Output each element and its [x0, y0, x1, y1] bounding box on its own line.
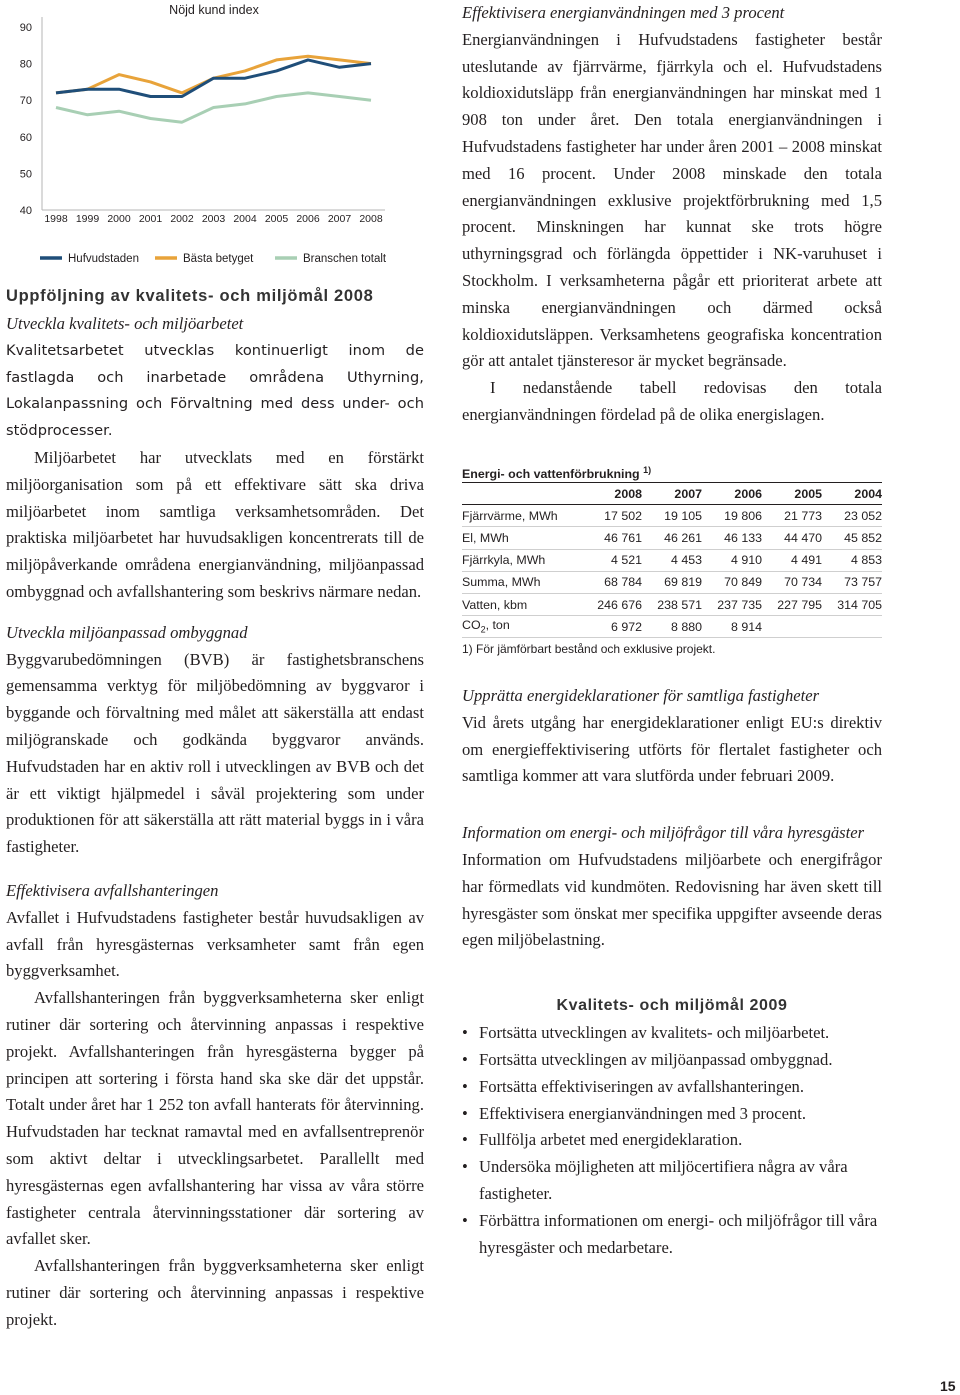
goal-text: Fortsätta utvecklingen av kvalitets- och miljöarbetet. — [479, 1023, 830, 1043]
bullet-mark: • — [462, 1157, 468, 1177]
spacer — [6, 861, 424, 878]
table — [462, 483, 882, 638]
goal-text: Fortsätta utvecklingen av miljöanpassad ombyggnad. — [479, 1049, 833, 1069]
goal-list-item — [462, 1154, 882, 1208]
paragraph-information: Information om Hufvudstadens miljöarbete och energifrågor har förmedlats vid kundmöten. Redovisning har även skett till hyresgäster som önskat mer specifika uppgifter avseende deras egen miljöbelastning. — [462, 849, 882, 950]
table-row-co2 — [462, 616, 882, 638]
table-cell: 4 491 — [762, 549, 822, 571]
subheading-avfall: Effektivisera avfallshanteringen — [6, 880, 219, 900]
paragraph-energideklarationer: Vid årets utgång har energideklarationer enligt EU:s direktiv om energieffektivisering utförts för flertalet fastigheter och samtliga kommer att vara slutförda under februari 2009. — [462, 712, 882, 786]
series-line-branschen-totalt — [56, 93, 371, 122]
table-cell: 8 914 — [702, 616, 762, 638]
table-row-label: Summa, MWh — [462, 571, 582, 593]
table-cell: 23 052 — [822, 505, 882, 527]
table-header-cell: 2004 — [822, 483, 882, 505]
subheading-kvalitet-miljo: Utveckla kvalitets- och miljöarbetet — [6, 314, 244, 333]
goal-text: Undersöka möjligheten att miljöcertifiera några av våra fastigheter. — [479, 1157, 848, 1203]
x-axis — [42, 210, 385, 225]
y-tick-label: 90 — [19, 22, 32, 34]
table-cell: 4 521 — [582, 549, 642, 571]
table-cell: 46 761 — [582, 527, 642, 549]
table-row-label: El, MWh — [462, 527, 582, 549]
x-tick-label: 2002 — [170, 213, 194, 225]
goals-2009-list — [462, 1020, 882, 1261]
left-column — [6, 284, 424, 1333]
table-row — [462, 505, 882, 527]
table-cell — [762, 616, 822, 638]
goal-list-item — [462, 1127, 882, 1154]
chart-title: Nöjd kund index — [169, 3, 259, 17]
paragraph-energianvandningen: Energianvändningen i Hufvudstadens fastigheter består uteslutande av fjärrvärme, fjärrkyla och el. Hufvudstadens koldioxidutsläpp från energianvändningen har minskat med 1 908 ton under året. Den totala energianvändningen i Hufvudstadens fastigheter har under åren 2001 – 2008 minskat med 16 procent. Under 2008 minskade den totala energianvändningen exklusive projektförbrukning med 1,5 procent. Minskningen har kunnat ske trots högre uthyrningsgrad och förlängda öppettider i NK-varuhuset i Stockholm. I verksamheterna pågår ett prioriterat arbete att minska energianvändningen och därmed också koldioxidutsläppen. Verksamhetens geografiska koncentration gör att antalet tjänsteresor är mycket begränsade. — [462, 29, 882, 371]
co2-unit: , ton — [485, 618, 510, 633]
table-cell: 8 880 — [642, 616, 702, 638]
table-title-text: Energi- och vattenförbrukning — [462, 467, 640, 482]
y-tick-label: 60 — [19, 131, 32, 144]
table-row — [462, 593, 882, 615]
table-cell: 314 705 — [822, 593, 882, 615]
heading-mal-2009: Kvalitets- och miljömål 2009 — [556, 997, 788, 1015]
table-cell: 238 571 — [642, 593, 702, 615]
paragraph-avfallshantering-2: Avfallshanteringen från byggverksamheterna sker enligt rutiner där sortering och återvinning anpassas i respektive projekt. — [6, 1256, 424, 1329]
bullet-mark: • — [462, 1210, 468, 1230]
goal-text: Förbättra informationen om energi- och miljöfrågor till våra hyresgäster och medarbetare. — [479, 1210, 878, 1257]
table-row — [462, 527, 882, 549]
legend-label: Bästa betyget — [183, 253, 254, 265]
chart-series — [56, 56, 371, 122]
chart-legend — [40, 253, 387, 265]
subheading-information: Information om energi- och miljöfrågor till våra hyresgäster — [462, 823, 865, 843]
table-cell: 6 972 — [582, 616, 642, 638]
page-number: 15 — [940, 1378, 956, 1394]
nki-line-chart — [0, 0, 410, 275]
subheading-energi: Effektivisera energianvändningen med 3 procent — [462, 3, 785, 22]
table-cell: 4 910 — [702, 549, 762, 571]
table-row-label: Fjärrvärme, MWh — [462, 505, 582, 527]
goal-list-item — [462, 1047, 882, 1074]
paragraph-avfallshantering: Avfallshanteringen från byggverksamheterna sker enligt rutiner där sortering och återvinning anpassas i respektive projekt. Avfallshanteringen från hyresgästerna bygger på principen att sortering i första hand ska ske där det uppstår. Totalt under året har 1 252 ton avfall hanterats för återvinning. Hufvudstaden har tecknat ramavtal med en avfallsentreprenör som aktivt deltar i utvecklingsarbetet. Parallellt med hyresgästernas egen avfallshantering har vissa av våra större fastigheter centrala återvinningsstationer där sortering av avfallet sker. — [6, 988, 424, 1249]
x-tick-label: 2008 — [359, 213, 383, 225]
x-tick-label: 1998 — [44, 213, 68, 225]
goal-list-item — [462, 1208, 882, 1262]
y-tick-label: 40 — [19, 205, 32, 217]
table-header-cell: 2008 — [582, 483, 642, 505]
goal-list-item — [462, 1074, 882, 1101]
table-cell: 4 853 — [822, 549, 882, 571]
table-row-label — [462, 616, 582, 638]
bullet-mark: • — [462, 1076, 468, 1096]
subheading-ombyggnad: Utveckla miljöanpassad ombyggnad — [6, 622, 248, 642]
table-cell — [822, 616, 882, 638]
table-cell: 19 806 — [702, 505, 762, 527]
table-header-row — [462, 483, 882, 505]
table-cell: 227 795 — [762, 593, 822, 615]
legend-label: Hufvudstaden — [68, 253, 139, 265]
x-tick-label: 2007 — [327, 213, 352, 225]
y-axis — [20, 17, 42, 217]
bullet-mark: • — [462, 1023, 468, 1043]
table-title-footnote-mark: 1) — [643, 465, 652, 475]
subheading-energideklarationer: Upprätta energideklarationer för samtliga fastigheter — [462, 686, 820, 705]
table-footnote: 1) För jämförbart bestånd och exklusive projekt. — [462, 642, 716, 657]
table-row — [462, 571, 882, 593]
table-cell: 70 849 — [702, 571, 762, 593]
table-cell: 70 734 — [762, 571, 822, 593]
table-cell: 68 784 — [582, 571, 642, 593]
table-row-label: Fjärrkyla, MWh — [462, 549, 582, 571]
y-tick-label: 70 — [19, 95, 32, 108]
table-header-cell: 2005 — [762, 483, 822, 505]
goal-text: Fullfölja arbetet med energideklaration. — [479, 1130, 743, 1150]
table-body — [462, 483, 882, 638]
energy-water-table — [462, 458, 882, 660]
table-cell: 46 261 — [642, 527, 702, 549]
table-cell: 69 819 — [642, 571, 702, 593]
paragraph-miljoarbetet: Miljöarbetet har utvecklats med en förstärkt miljöorganisation som på ett effektivare sätt ska driva miljöarbetet inom samtliga verksamhetsområden. Det praktiska miljöarbetet har huvudsakligen koncentrerats till de miljöpåverkande områdena energianvändning, miljöanpassad ombyggnad och avfallshantering som beskrivs närmare nedan. — [6, 447, 424, 601]
table-header-cell — [462, 483, 582, 505]
goal-text: Fortsätta effektiviseringen av avfallshanteringen. — [479, 1076, 805, 1096]
right-column-lower — [462, 683, 882, 1261]
co2-subscript: 2 — [480, 624, 486, 635]
paragraph-kvalitetsarbetet: Kvalitetsarbetet utvecklas kontinuerligt inom de fastlagda och inarbetade områdena Uthyrning, Lokalanpassning och Förvaltning med dess under- och stödprocesser. — [6, 341, 424, 440]
table-cell: 45 852 — [822, 527, 882, 549]
table-cell: 73 757 — [822, 571, 882, 593]
section-heading-uppfoljning: Uppföljning av kvalitets- och miljömål 2008 — [6, 287, 374, 305]
x-tick-label: 2003 — [201, 213, 226, 225]
bullet-mark: • — [462, 1103, 468, 1123]
right-column — [462, 0, 882, 429]
table-cell: 237 735 — [702, 593, 762, 615]
paragraph-avfallet: Avfallet i Hufvudstadens fastigheter består huvudsakligen av avfall från hyresgästernas verksamheter samt från egen byggverksamhet. — [6, 907, 424, 981]
spacer — [462, 790, 882, 820]
table-cell: 21 773 — [762, 505, 822, 527]
table-cell: 44 470 — [762, 527, 822, 549]
spacer — [462, 954, 882, 994]
x-tick-label: 2000 — [107, 213, 131, 225]
goal-text: Effektivisera energianvändningen med 3 procent. — [479, 1103, 806, 1123]
goal-list-item — [462, 1101, 882, 1128]
legend-label: Branschen totalt — [303, 253, 387, 265]
y-tick-label: 80 — [19, 58, 32, 71]
series-line-basta-betyget — [56, 56, 371, 93]
spacer — [6, 606, 424, 620]
series-line-hufvudstaden — [56, 60, 371, 97]
x-tick-label: 2004 — [233, 213, 257, 225]
table-cell: 17 502 — [582, 505, 642, 527]
table-cell: 46 133 — [702, 527, 762, 549]
x-tick-label: 2005 — [264, 213, 289, 225]
table-cell: 19 105 — [642, 505, 702, 527]
chart-svg — [0, 0, 410, 275]
table-row — [462, 549, 882, 571]
x-tick-label: 2006 — [296, 213, 320, 225]
table-header-cell: 2007 — [642, 483, 702, 505]
table-header-cell: 2006 — [702, 483, 762, 505]
table-row-label: Vatten, kbm — [462, 593, 582, 615]
bullet-mark: • — [462, 1049, 468, 1069]
x-tick-label: 1999 — [75, 213, 100, 225]
table-title — [462, 458, 882, 483]
paragraph-bvb: Byggvarubedömningen (BVB) är fastighetsbranschens gemensamma verktyg för miljöbedömning av byggvaror i byggande och förvaltning med målet att säkerställa att endast miljögranskade och godkända byggvaror används. Hufvudstaden har en aktiv roll i utvecklingen av BVB och det är ett viktigt hjälpmedel i såväl projektering som under produktionen för att säkerställa att rätt material byggs in i våra fastigheter. — [6, 649, 424, 857]
paragraph-tabell-intro: I nedanstående tabell redovisas den totala energianvändningen fördelad på de olika energislagen. — [462, 378, 882, 424]
table-cell: 246 676 — [582, 593, 642, 615]
goal-list-item — [462, 1020, 882, 1047]
co2-label: CO — [462, 618, 481, 633]
bullet-mark: • — [462, 1130, 468, 1150]
y-tick-label: 50 — [19, 168, 32, 181]
x-tick-label: 2001 — [138, 213, 163, 225]
table-cell: 4 453 — [642, 549, 702, 571]
